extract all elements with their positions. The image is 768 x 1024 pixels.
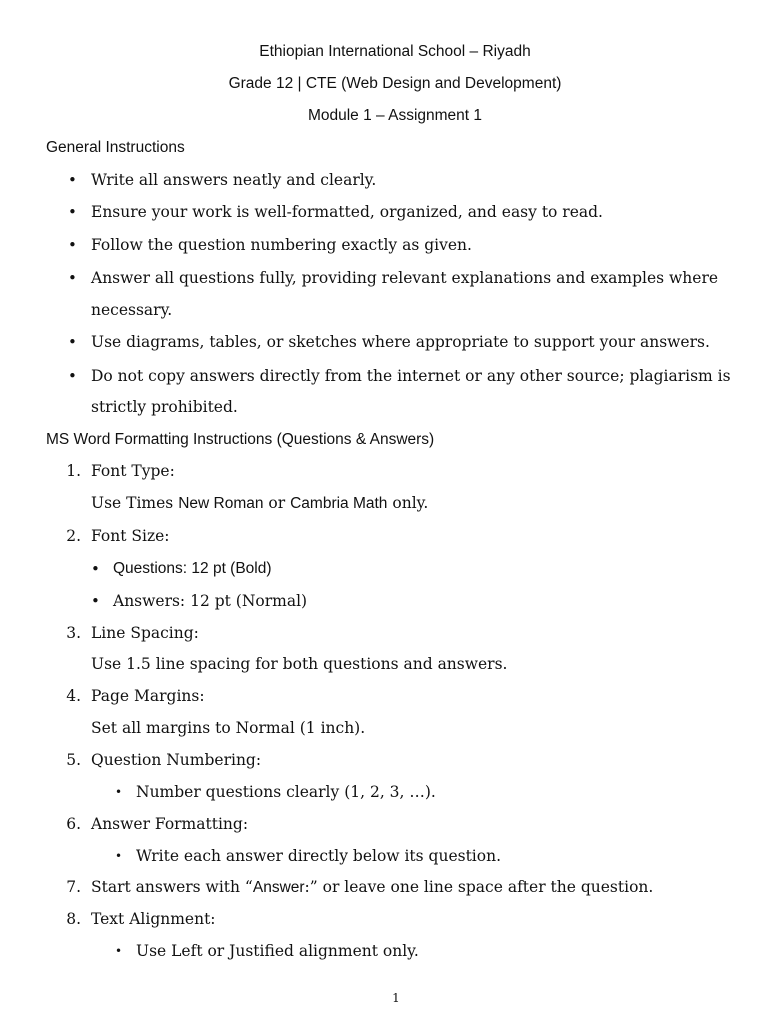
bullet-icon: • [115, 849, 123, 863]
bullet-icon: • [68, 171, 77, 189]
list-item-continuation: strictly prohibited. [91, 398, 238, 416]
page-number: 1 [392, 991, 400, 1005]
bullet-icon: • [68, 367, 77, 385]
list-item: Do not copy answers directly from the internet or any other source; plagiarism is [91, 367, 731, 385]
font-name: New Roman [178, 495, 264, 512]
formatting-instructions-heading: MS Word Formatting Instructions (Questions & Answers) [46, 431, 435, 448]
list-item: Ensure your work is well-formatted, organized, and easy to read. [91, 203, 603, 221]
list-item-continuation: necessary. [91, 301, 173, 319]
item-text: Use 1.5 line spacing for both questions and answers. [91, 655, 508, 673]
bullet-icon: • [68, 269, 77, 287]
sub-item: Use Left or Justified alignment only. [136, 942, 419, 960]
item-label: Answer Formatting: [91, 815, 249, 833]
item-number: 6. [66, 815, 81, 833]
item-label: Font Type: [91, 462, 175, 480]
item-number: 7. [66, 878, 81, 896]
bullet-icon: • [68, 203, 77, 221]
list-item: Write all answers neatly and clearly. [91, 171, 377, 189]
course-title: Grade 12 | CTE (Web Design and Development) [228, 75, 562, 92]
item-label: Question Numbering: [91, 751, 262, 769]
general-instructions-heading: General Instructions [46, 139, 185, 156]
item-label: Font Size: [91, 527, 170, 545]
answer-size-text: Answers: 12 pt (Normal) [113, 592, 308, 610]
module-title: Module 1 – Assignment 1 [307, 107, 483, 124]
item-number: 5. [66, 751, 81, 769]
list-item: Use diagrams, tables, or sketches where appropriate to support your answers. [91, 333, 710, 351]
answer-start-text: Start answers with “Answer:” or leave one line space after the question. [91, 878, 654, 896]
bullet-icon: • [91, 560, 100, 578]
sub-item: Write each answer directly below its question. [136, 847, 502, 865]
item-label: Text Alignment: [91, 910, 216, 928]
bullet-icon: • [68, 333, 77, 351]
school-title: Ethiopian International School – Riyadh [259, 43, 531, 60]
item-label: Page Margins: [91, 687, 205, 705]
item-number: 3. [66, 624, 81, 642]
question-size-text: Questions: 12 pt (Bold) [113, 560, 272, 577]
sub-item: Number questions clearly (1, 2, 3, …). [136, 783, 436, 801]
item-number: 4. [66, 687, 81, 705]
item-number: 2. [66, 527, 81, 545]
font-type-text: Use Times New Roman or Cambria Math only. [91, 494, 429, 512]
list-item: Follow the question numbering exactly as given. [91, 236, 472, 254]
item-text: Set all margins to Normal (1 inch). [91, 719, 366, 737]
item-label: Line Spacing: [91, 624, 199, 642]
bullet-icon: • [115, 785, 123, 799]
bullet-icon: • [68, 236, 77, 254]
item-number: 1. [66, 462, 81, 480]
font-name: Cambria Math [290, 495, 388, 512]
item-number: 8. [66, 910, 81, 928]
bullet-icon: • [91, 592, 100, 610]
bullet-icon: • [115, 944, 123, 958]
answer-keyword: Answer [252, 879, 305, 896]
list-item: Answer all questions fully, providing relevant explanations and examples where [91, 269, 719, 287]
